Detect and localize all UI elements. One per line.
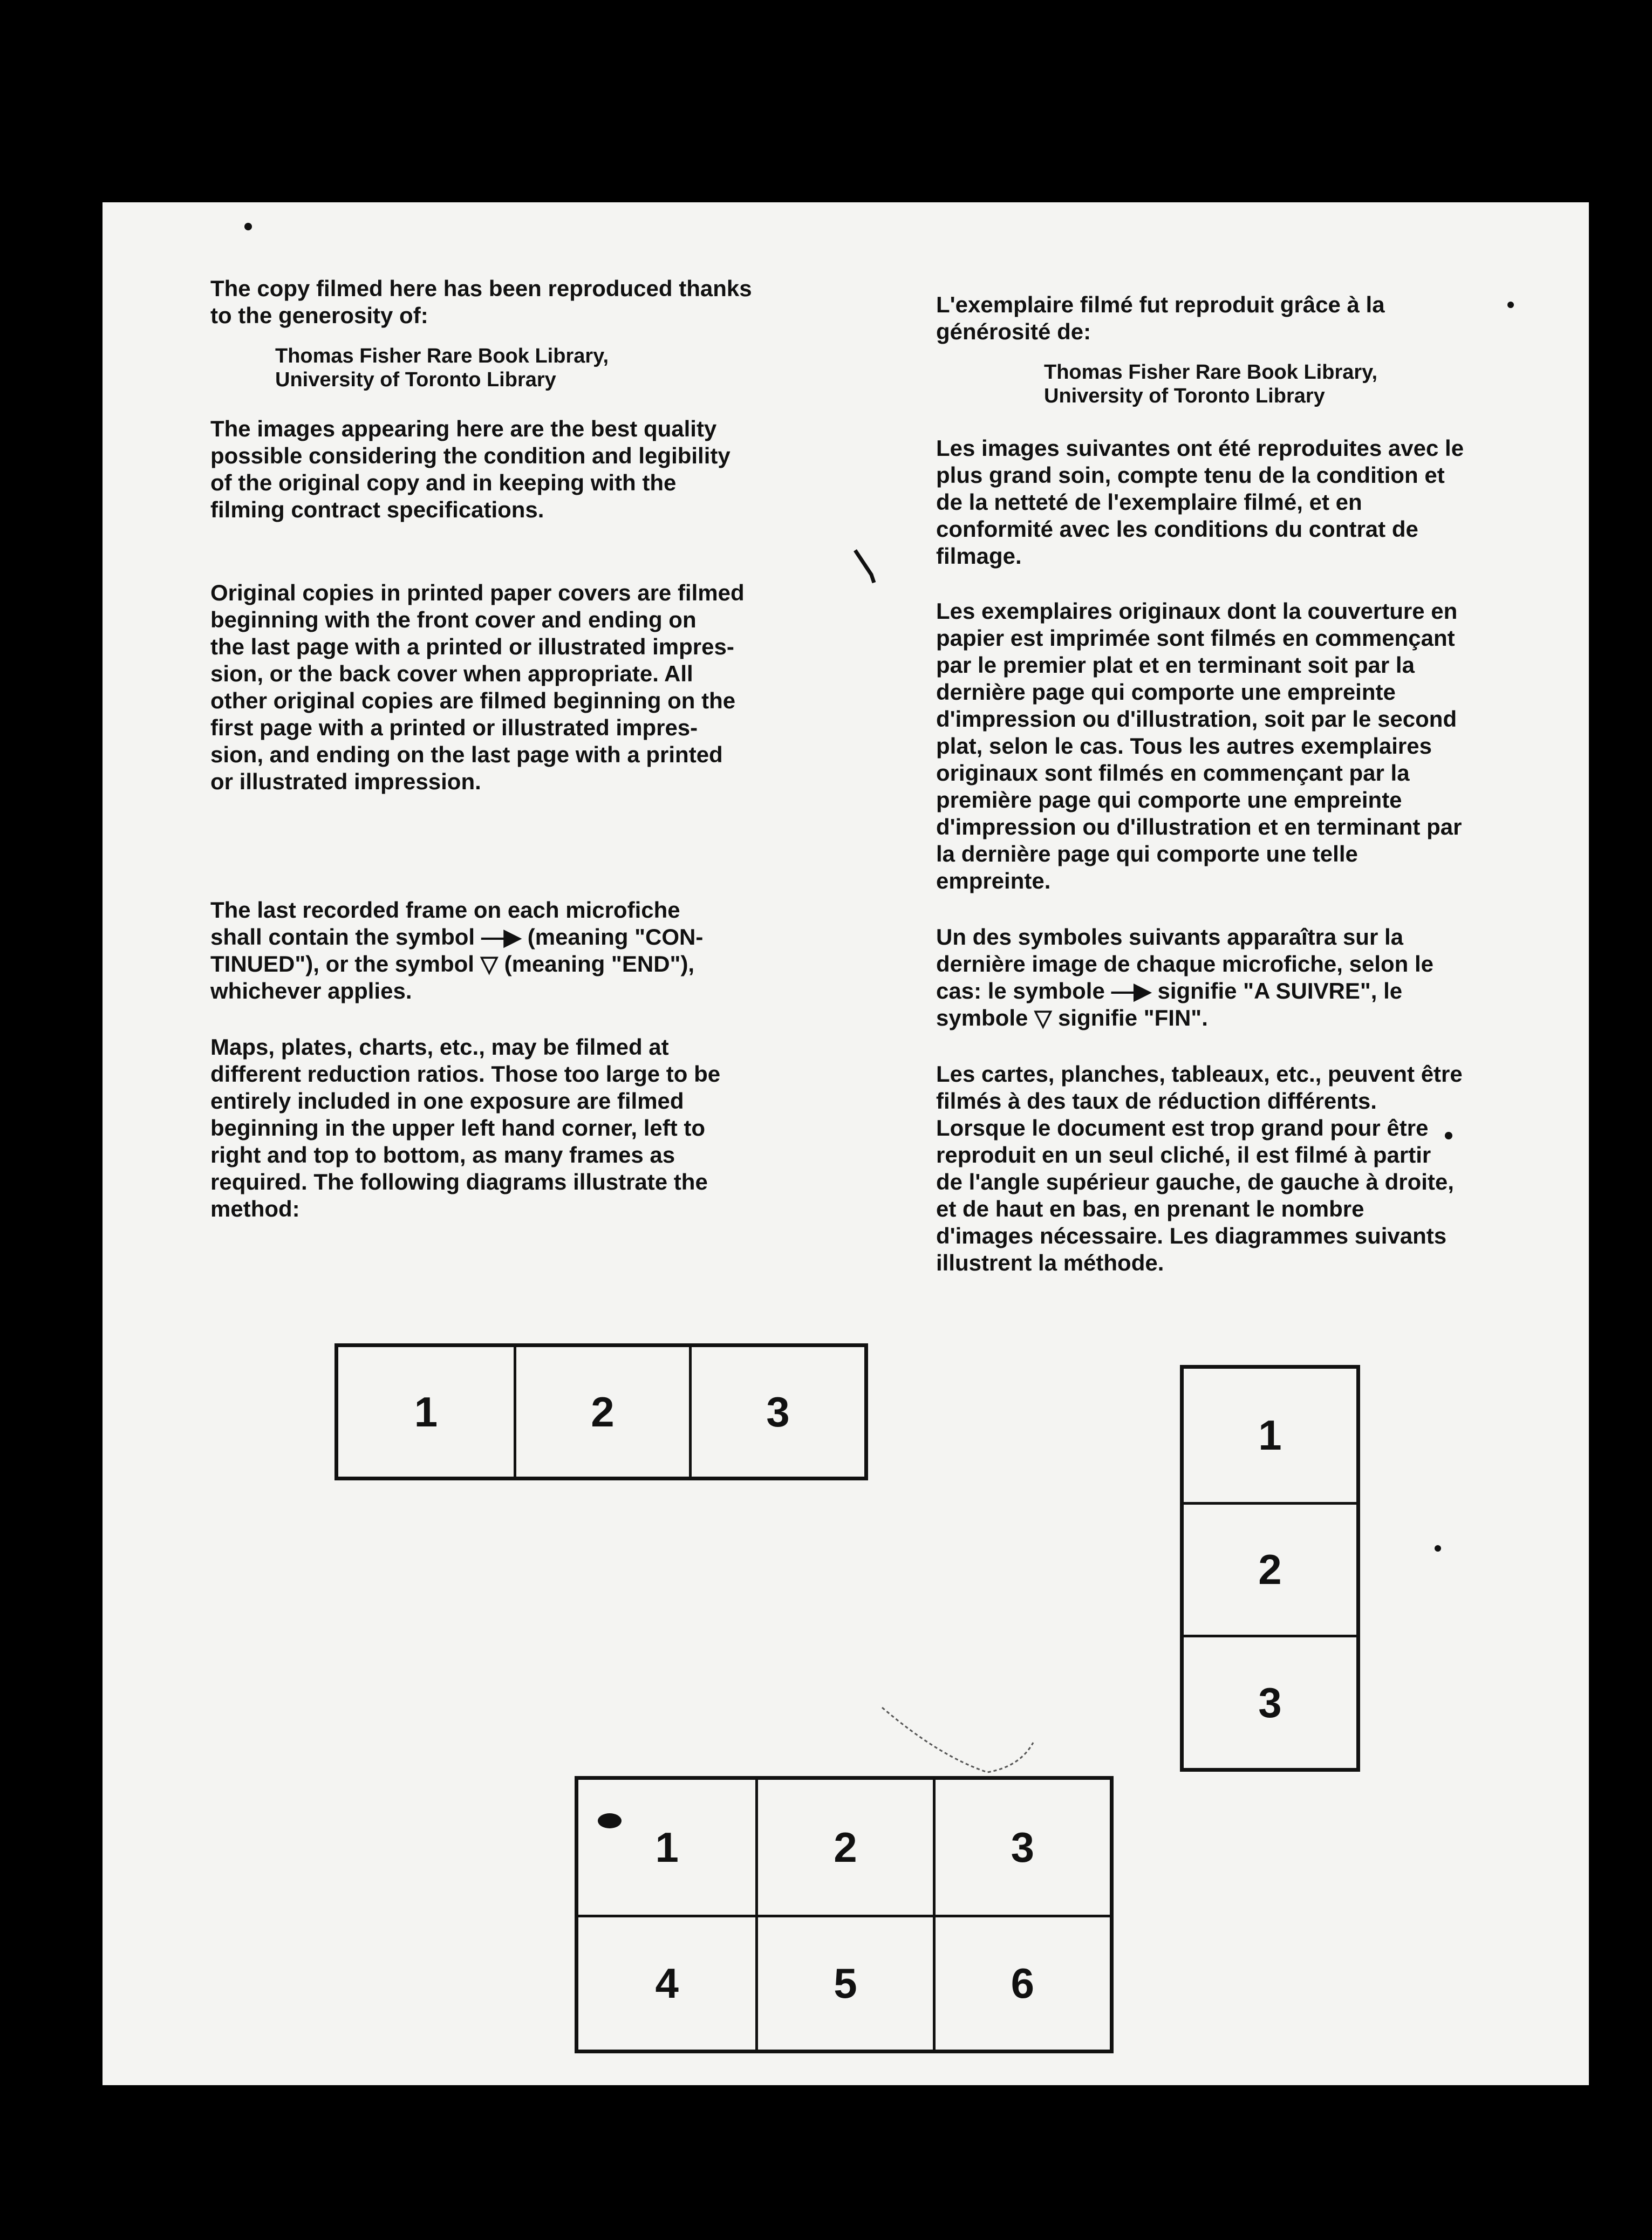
dust-spot [1435, 1545, 1441, 1552]
frame-cell: 2 [514, 1347, 689, 1477]
frame-cell: 1 [1258, 1411, 1282, 1459]
english-symbols-note: The last recorded frame on each microfiche shall contain the symbol —▶ (meaning "CON- TINUED"), or the symbol ▽ (meaning "END"), whichever applies. [210, 897, 704, 1003]
frame-cell: 3 [1184, 1635, 1356, 1768]
scratch-mark [882, 1708, 1033, 1772]
frame-cell: 4 [578, 1915, 755, 2050]
english-library-credit: Thomas Fisher Rare Book Library, University of Toronto Library [275, 345, 609, 391]
french-maps-note: Les cartes, planches, tableaux, etc., peuvent être filmés à des taux de réduction différents. Lorsque le document est trop grand pour être reproduit en un seul cliché, il est filmé à partir de l'angle supérieur gauche, de gauche à droite, et de haut en bas, en prenant le nombre d'images nécessaire. Les diagrammes suivants illustrent la méthode. [936, 1061, 1463, 1275]
frame-cell: 3 [933, 1780, 1110, 1915]
frame-cell: 2 [755, 1780, 932, 1915]
french-covers-note: Les exemplaires originaux dont la couverture en papier est imprimée sont filmés en commençant par le premier plat et en terminant soit par la dernière page qui comporte une empreinte d'impression ou d'illustration, soit par le second plat, selon le cas. Tous les autres exemplaires originaux sont filmés en commençant par la première page qui comporte une empreinte d'impression ou d'illustration et en terminant par la dernière page qui comporte une telle empreinte. [936, 598, 1462, 893]
french-library-credit: Thomas Fisher Rare Book Library, University of Toronto Library [1044, 361, 1378, 407]
dust-spot [244, 223, 252, 230]
french-intro: L'exemplaire filmé fut reproduit grâce à la générosité de: [936, 292, 1385, 344]
english-quality-note: The images appearing here are the best quality possible considering the condition and legibility of the original copy and in keeping with the filming contract specifications. [210, 416, 731, 522]
english-covers-note: Original copies in printed paper covers are filmed beginning with the front cover and ending on the last page with a printed or illustrated impres- sion, or the back cover when appropriate. All other original copies are filmed beginning on the first page with a printed or illustrated impres- sion, and ending on the last page with a printed or illustrated impression. [210, 580, 745, 794]
frame-cell: 1 [414, 1388, 438, 1436]
frame-cell: 2 [1184, 1502, 1356, 1635]
english-maps-note: Maps, plates, charts, etc., may be filmed at different reduction ratios. Those too large to be entirely included in one exposure are filmed beginning in the upper left hand corner, left to right and top to bottom, as many frames as required. The following diagrams illustrate the method: [210, 1034, 721, 1221]
diagram-grid-frames [575, 1776, 1114, 2053]
french-symbols-note: Un des symboles suivants apparaîtra sur la dernière image de chaque microfiche, selon le cas: le symbole —▶ signifie "A SUIVRE", le symbole ▽ signifie "FIN". [936, 924, 1433, 1030]
microfiche-target-page [103, 202, 1589, 2085]
frame-cell: 1 [655, 1823, 679, 1871]
diagram-horizontal-frames [335, 1343, 868, 1480]
english-intro: The copy filmed here has been reproduced thanks to the generosity of: [210, 276, 752, 328]
french-quality-note: Les images suivantes ont été reproduites avec le plus grand soin, compte tenu de la condition et de la netteté de l'exemplaire filmé, et en conformité avec les conditions du contrat de filmage. [936, 435, 1464, 569]
english-column [210, 275, 923, 1223]
french-column [936, 291, 1594, 1276]
frame-cell: 5 [755, 1915, 932, 2050]
frame-cell: 3 [689, 1347, 864, 1477]
diagram-vertical-frames [1180, 1365, 1360, 1772]
frame-cell: 6 [933, 1915, 1110, 2050]
